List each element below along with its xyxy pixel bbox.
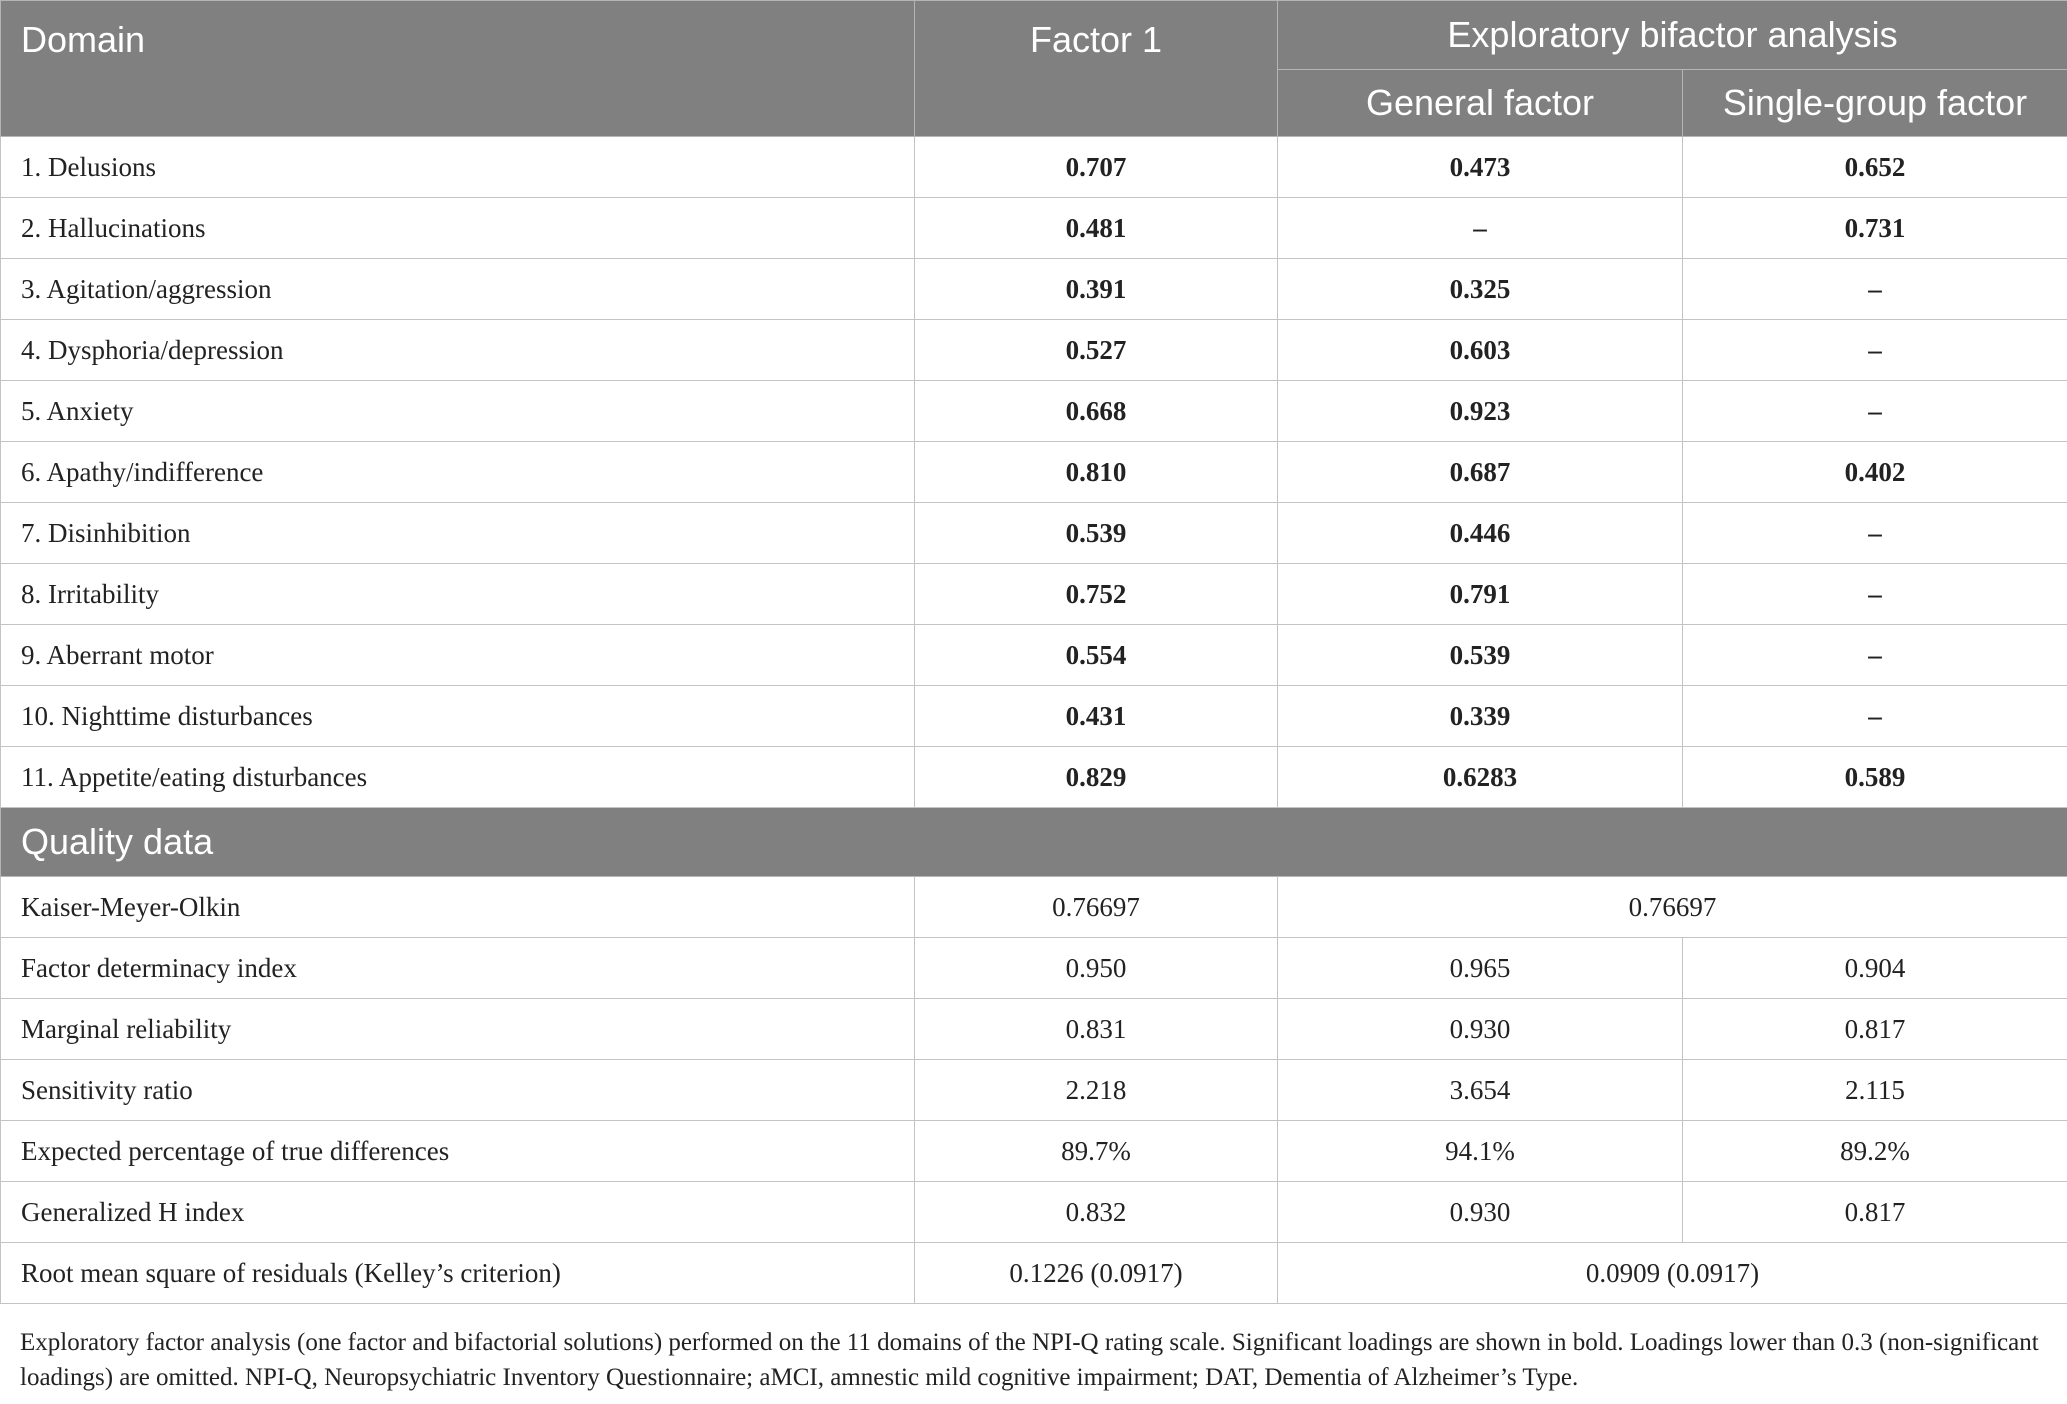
factor1-value: 89.7% <box>915 1121 1278 1182</box>
general-loading: 0.446 <box>1278 503 1683 564</box>
quality-label: Generalized H index <box>1 1182 915 1243</box>
table-row <box>1 938 2067 999</box>
factor1-value: 0.76697 <box>915 877 1278 938</box>
quality-label: Sensitivity ratio <box>1 1060 915 1121</box>
general-loading: 0.6283 <box>1278 747 1683 808</box>
table-row <box>1 1121 2067 1182</box>
header-single-group-factor: Single-group factor <box>1683 70 2067 137</box>
domain-label: 7. Disinhibition <box>1 503 915 564</box>
single-group-loading: 0.731 <box>1683 198 2067 259</box>
general-loading: 0.473 <box>1278 137 1683 198</box>
quality-label: Expected percentage of true differences <box>1 1121 915 1182</box>
general-value: 0.930 <box>1278 1182 1683 1243</box>
domain-label: 8. Irritability <box>1 564 915 625</box>
table-row <box>1 564 2067 625</box>
table-row <box>1 1060 2067 1121</box>
table-row <box>1 1182 2067 1243</box>
quality-label: Kaiser-Meyer-Olkin <box>1 877 915 938</box>
table-row <box>1 747 2067 808</box>
domain-label: 2. Hallucinations <box>1 198 915 259</box>
domain-label: 6. Apathy/indifference <box>1 442 915 503</box>
domain-label: 11. Appetite/eating disturbances <box>1 747 915 808</box>
table-row <box>1 137 2067 198</box>
quality-label: Root mean square of residuals (Kelley’s criterion) <box>1 1243 915 1304</box>
quality-section-header <box>1 808 2067 877</box>
general-value: 3.654 <box>1278 1060 1683 1121</box>
single-group-loading: 0.652 <box>1683 137 2067 198</box>
factor1-loading: 0.539 <box>915 503 1278 564</box>
factor1-loading: 0.810 <box>915 442 1278 503</box>
table-row <box>1 877 2067 938</box>
factor1-value: 0.1226 (0.0917) <box>915 1243 1278 1304</box>
loadings-body <box>1 137 2067 1304</box>
single-group-value: 0.817 <box>1683 1182 2067 1243</box>
general-loading: 0.339 <box>1278 686 1683 747</box>
quality-label: Factor determinacy index <box>1 938 915 999</box>
single-group-loading: – <box>1683 381 2067 442</box>
table-row <box>1 686 2067 747</box>
factor1-value: 0.832 <box>915 1182 1278 1243</box>
factor1-loading: 0.481 <box>915 198 1278 259</box>
table-row <box>1 381 2067 442</box>
single-group-loading: – <box>1683 320 2067 381</box>
factor1-loading: 0.829 <box>915 747 1278 808</box>
single-group-loading: 0.402 <box>1683 442 2067 503</box>
domain-label: 10. Nighttime disturbances <box>1 686 915 747</box>
quality-label: Marginal reliability <box>1 999 915 1060</box>
factor1-value: 0.831 <box>915 999 1278 1060</box>
single-group-value: 2.115 <box>1683 1060 2067 1121</box>
domain-label: 3. Agitation/aggression <box>1 259 915 320</box>
single-group-loading: – <box>1683 625 2067 686</box>
factor1-value: 0.950 <box>915 938 1278 999</box>
single-group-value: 89.2% <box>1683 1121 2067 1182</box>
domain-label: 4. Dysphoria/depression <box>1 320 915 381</box>
factor1-loading: 0.527 <box>915 320 1278 381</box>
table-row <box>1 1243 2067 1304</box>
general-loading: 0.687 <box>1278 442 1683 503</box>
factor1-loading: 0.752 <box>915 564 1278 625</box>
table-header <box>1 1 2067 137</box>
bifactor-value: 0.76697 <box>1278 877 2067 938</box>
table-footnote: Exploratory factor analysis (one factor and bifactorial solutions) performed on the 11 domains of the NPI-Q rating scale. Significant loadings are shown in bold. Loadings lower than 0.3 (non-significant loadings) are omitted. NPI-Q, Neuropsychiatric Inventory Questionnaire; aMCI, amnestic mild cognitive impairment; DAT, Dementia of Alzheimer’s Type. <box>20 1329 2039 1391</box>
bifactor-value: 0.0909 (0.0917) <box>1278 1243 2067 1304</box>
factor1-loading: 0.431 <box>915 686 1278 747</box>
factor1-loading: 0.554 <box>915 625 1278 686</box>
single-group-loading: 0.589 <box>1683 747 2067 808</box>
table-row <box>1 259 2067 320</box>
general-value: 0.965 <box>1278 938 1683 999</box>
single-group-value: 0.904 <box>1683 938 2067 999</box>
general-loading: 0.791 <box>1278 564 1683 625</box>
factor1-loading: 0.668 <box>915 381 1278 442</box>
header-bifactor: Exploratory bifactor analysis <box>1278 1 2067 70</box>
quality-section-title: Quality data <box>1 808 2067 877</box>
factor1-loading: 0.391 <box>915 259 1278 320</box>
table-row <box>1 442 2067 503</box>
single-group-loading: – <box>1683 259 2067 320</box>
header-general-factor: General factor <box>1278 70 1683 137</box>
table-row <box>1 320 2067 381</box>
domain-label: 5. Anxiety <box>1 381 915 442</box>
domain-label: 9. Aberrant motor <box>1 625 915 686</box>
general-loading: 0.923 <box>1278 381 1683 442</box>
single-group-loading: – <box>1683 686 2067 747</box>
domain-label: 1. Delusions <box>1 137 915 198</box>
header-factor1: Factor 1 <box>915 1 1278 137</box>
general-loading: – <box>1278 198 1683 259</box>
header-domain: Domain <box>1 1 915 137</box>
factor1-loading: 0.707 <box>915 137 1278 198</box>
table-row <box>1 198 2067 259</box>
single-group-loading: – <box>1683 503 2067 564</box>
general-loading: 0.539 <box>1278 625 1683 686</box>
general-value: 94.1% <box>1278 1121 1683 1182</box>
general-loading: 0.325 <box>1278 259 1683 320</box>
single-group-value: 0.817 <box>1683 999 2067 1060</box>
general-value: 0.930 <box>1278 999 1683 1060</box>
table-row <box>1 999 2067 1060</box>
table-row <box>1 625 2067 686</box>
general-loading: 0.603 <box>1278 320 1683 381</box>
table-row <box>1 503 2067 564</box>
single-group-loading: – <box>1683 564 2067 625</box>
factor1-value: 2.218 <box>915 1060 1278 1121</box>
